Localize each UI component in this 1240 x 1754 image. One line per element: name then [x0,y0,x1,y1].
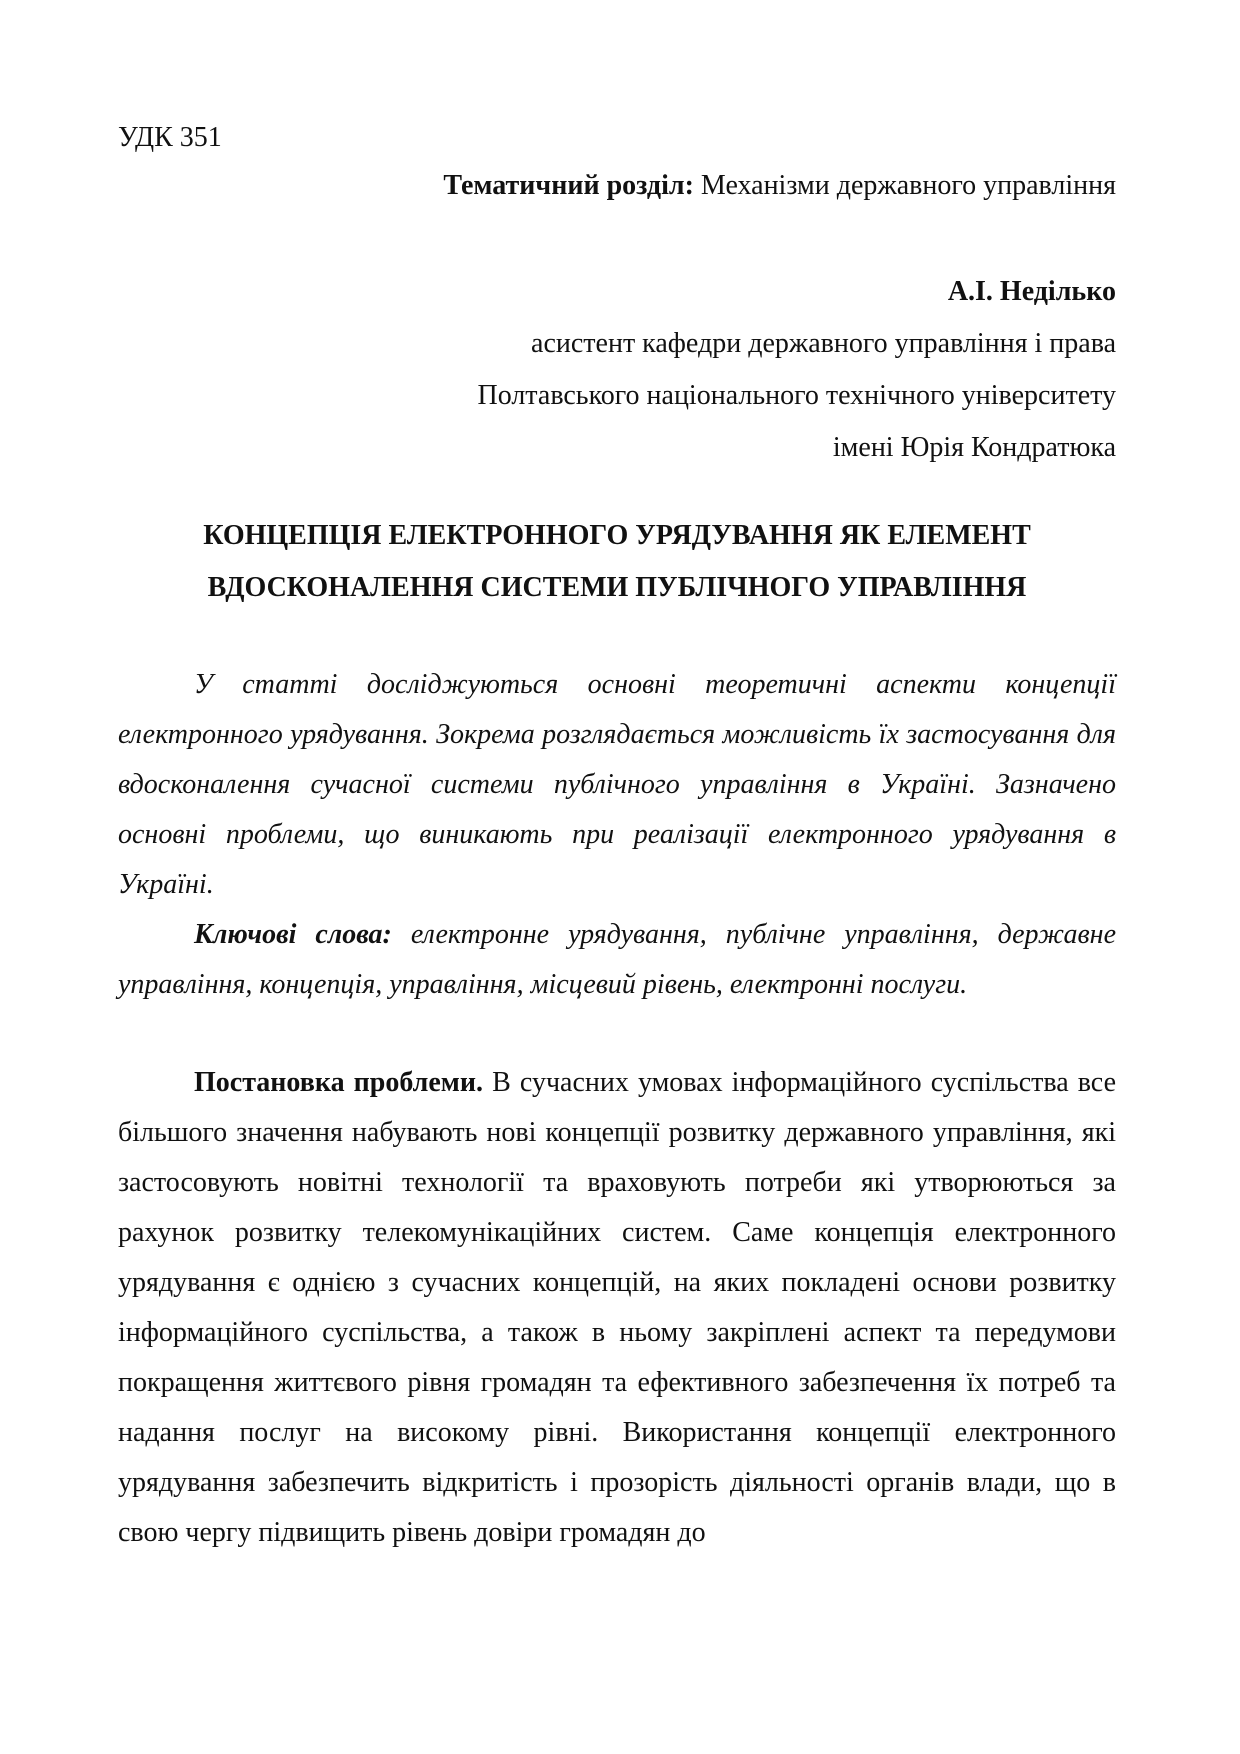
problem-paragraph [118,1058,1116,1558]
body-text [118,1058,1116,1558]
affiliation-line: асистент кафедри державного управління і права [531,328,1116,359]
author-name: А.І. Неділько [947,276,1116,307]
title-line: ВДОСКОНАЛЕННЯ СИСТЕМИ ПУБЛІЧНОГО УПРАВЛІННЯ [207,572,1027,603]
problem-text: В сучасних умовах інформаційного суспільства все більшого значення набувають нові концепції розвитку державного управління, які застосовують новітні технології та враховують потреби які утворюються за рахунок розвитку телекомунікаційних систем. Саме концепція електронного урядування є однією з сучасних концепцій, на яких покладені основи розвитку інформаційного суспільства, а також в ньому закріплені аспект та передумови покращення життєвого рівня громадян та ефективного забезпечення їх потреб та надання послуг на високому рівні. Використання концепції електронного урядування забезпечить відкритість і прозорість діяльності органів влади, що в свою чергу підвищить рівень довіри громадян до [118,1067,1116,1548]
section-value: Механізми державного управління [693,170,1116,201]
affiliation-line: Полтавського національного технічного університету [477,380,1116,411]
abstract-text: У статті досліджуються основні теоретичні аспекти концепції електронного урядування. Зокрема розглядається можливість їх застосування для вдосконалення сучасної системи публічного управління в Україні. Зазначено основні проблеми, що виникають при реалізації електронного урядування в Україні. [118,669,1116,900]
thematic-section [443,166,1116,206]
paper-title [118,510,1116,614]
problem-label: Постановка проблеми. [194,1067,484,1098]
keywords-label: Ключові слова: [194,919,392,950]
keywords-value: електронне урядування, публічне управління, державне управління, концепція, управління, місцевий рівень, електронні послуги. [118,919,1116,1000]
author-block [477,266,1116,474]
keywords-paragraph [118,910,1116,1010]
udk-code: УДК 351 [118,122,222,153]
affiliation-line: імені Юрія Кондратюка [832,432,1116,463]
abstract [118,660,1116,1010]
section-label: Тематичний розділ: [443,170,694,201]
title-line: КОНЦЕПЦІЯ ЕЛЕКТРОННОГО УРЯДУВАННЯ ЯК ЕЛЕМЕНТ [203,520,1031,551]
